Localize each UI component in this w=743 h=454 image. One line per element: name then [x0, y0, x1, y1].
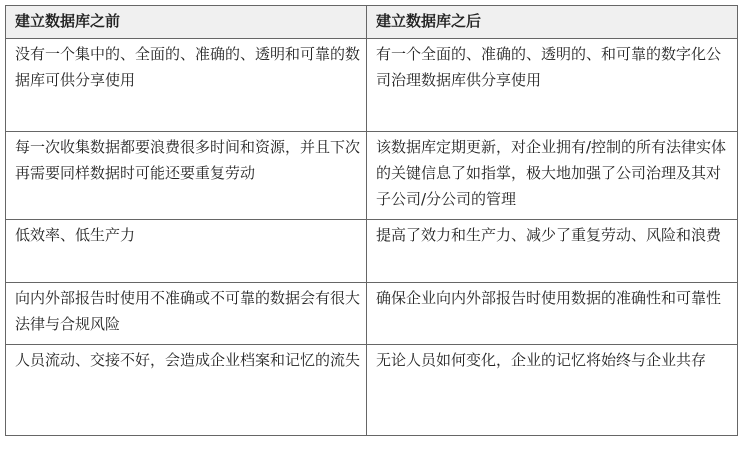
- table-row: [6, 345, 738, 436]
- table-row: [6, 39, 738, 132]
- cell-after: 提高了效力和生产力、减少了重复劳动、风险和浪费: [367, 220, 738, 283]
- cell-before: 每一次收集数据都要浪费很多时间和资源，并且下次再需要同样数据时可能还要重复劳动: [6, 132, 367, 220]
- table-header-row: [6, 6, 738, 39]
- table-row: [6, 220, 738, 283]
- cell-before: 没有一个集中的、全面的、准确的、透明和可靠的数据库可供分享使用: [6, 39, 367, 132]
- cell-after: 无论人员如何变化，企业的记忆将始终与企业共存: [367, 345, 738, 436]
- cell-before: 向内外部报告时使用不准确或不可靠的数据会有很大法律与合规风险: [6, 283, 367, 345]
- cell-after: 该数据库定期更新，对企业拥有/控制的所有法律实体的关键信息了如指掌，极大地加强了公司治理及其对子公司/分公司的管理: [367, 132, 738, 220]
- header-after: 建立数据库之后: [367, 6, 738, 39]
- cell-after: 有一个全面的、准确的、透明的、和可靠的数字化公司治理数据库供分享使用: [367, 39, 738, 132]
- table-row: [6, 132, 738, 220]
- comparison-table: [5, 5, 738, 436]
- comparison-table-container: [5, 5, 737, 436]
- cell-after: 确保企业向内外部报告时使用数据的准确性和可靠性: [367, 283, 738, 345]
- cell-before: 低效率、低生产力: [6, 220, 367, 283]
- header-before: 建立数据库之前: [6, 6, 367, 39]
- table-row: [6, 283, 738, 345]
- cell-before: 人员流动、交接不好，会造成企业档案和记忆的流失: [6, 345, 367, 436]
